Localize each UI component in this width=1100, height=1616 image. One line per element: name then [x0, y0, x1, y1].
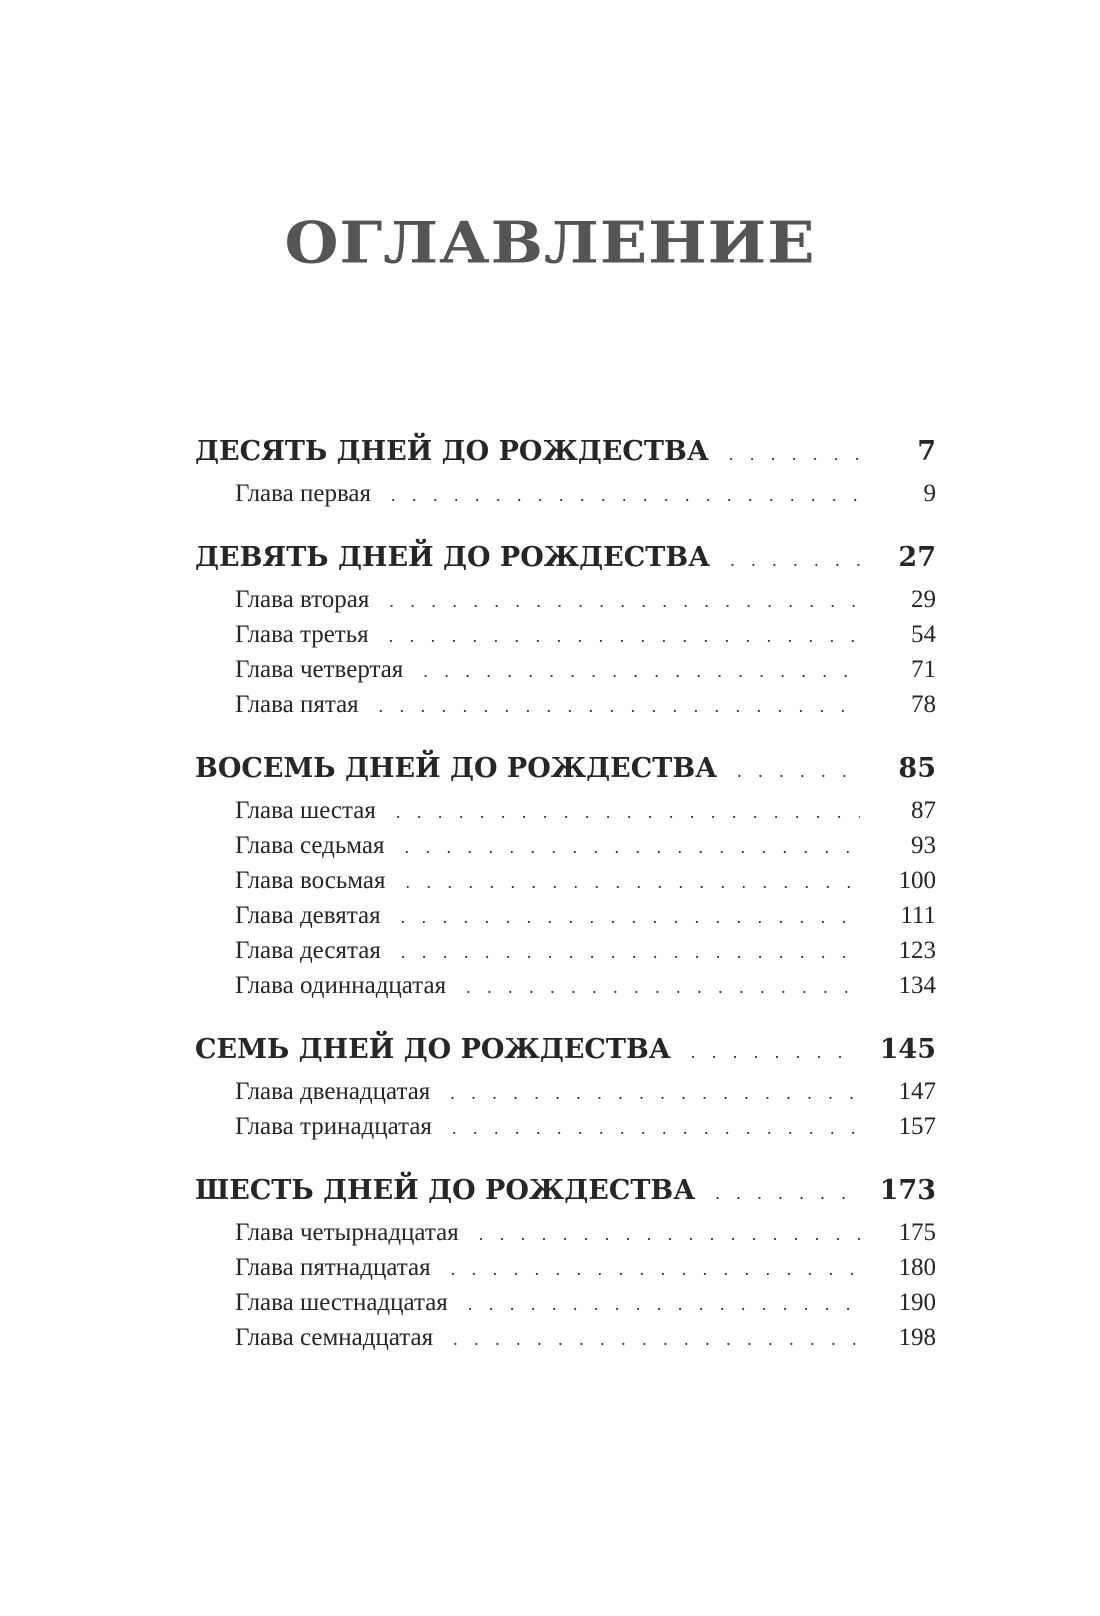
chapter-entry[interactable] — [195, 972, 936, 1007]
chapter-page-number: 100 — [898, 867, 936, 894]
dot-leader — [389, 591, 860, 612]
dot-leader — [468, 1294, 860, 1315]
chapter-entry[interactable] — [195, 1219, 936, 1254]
part-title: ВОСЕМЬ ДНЕЙ ДО РОЖДЕСТВА — [195, 753, 718, 784]
chapter-page-number: 29 — [911, 586, 936, 613]
chapter-entry[interactable] — [195, 867, 936, 902]
chapter-title: Глава шестая — [235, 797, 376, 824]
chapter-page-number: 198 — [898, 1324, 936, 1351]
chapter-title: Глава седьмая — [235, 832, 385, 859]
chapter-page-number: 175 — [898, 1219, 936, 1246]
toc-part — [195, 542, 936, 726]
chapter-title: Глава вторая — [235, 586, 370, 613]
part-heading[interactable] — [195, 436, 936, 480]
chapter-title: Глава пятнадцатая — [235, 1254, 431, 1281]
part-page-number: 27 — [898, 542, 936, 573]
dot-leader — [401, 907, 860, 928]
chapter-entry[interactable] — [195, 1254, 936, 1289]
chapter-title: Глава первая — [235, 480, 372, 507]
chapter-entry[interactable] — [195, 586, 936, 621]
chapter-page-number: 9 — [923, 480, 936, 507]
chapter-entry[interactable] — [195, 656, 936, 691]
part-page-number: 145 — [879, 1034, 936, 1065]
chapter-title: Глава двенадцатая — [235, 1078, 431, 1105]
part-heading[interactable] — [195, 542, 936, 586]
part-page-number: 7 — [917, 436, 936, 467]
dot-leader — [405, 872, 860, 893]
chapter-title: Глава шестнадцатая — [235, 1289, 448, 1316]
chapter-page-number: 54 — [911, 621, 936, 648]
part-title: ДЕВЯТЬ ДНЕЙ ДО РОЖДЕСТВА — [195, 542, 711, 573]
chapter-entry[interactable] — [195, 832, 936, 867]
chapter-entry[interactable] — [195, 1113, 936, 1148]
chapter-page-number: 180 — [898, 1254, 936, 1281]
chapter-title: Глава четырнадцатая — [235, 1219, 459, 1246]
dot-leader — [479, 1224, 860, 1245]
chapter-entry[interactable] — [195, 1324, 936, 1359]
dot-leader — [396, 802, 860, 823]
dot-leader — [391, 485, 860, 506]
part-title: ДЕСЯТЬ ДНЕЙ ДО РОЖДЕСТВА — [195, 436, 709, 467]
dot-leader — [423, 661, 860, 682]
part-title: ШЕСТЬ ДНЕЙ ДО РОЖДЕСТВА — [195, 1175, 696, 1206]
dot-leader — [466, 977, 860, 998]
dot-leader — [737, 761, 860, 782]
part-heading[interactable] — [195, 753, 936, 797]
chapter-entry[interactable] — [195, 902, 936, 937]
chapter-entry[interactable] — [195, 621, 936, 656]
chapter-title: Глава девятая — [235, 902, 381, 929]
chapter-page-number: 93 — [911, 832, 936, 859]
dot-leader — [451, 1259, 860, 1280]
chapter-title: Глава десятая — [235, 937, 381, 964]
chapter-title: Глава одиннадцатая — [235, 972, 447, 999]
chapter-entry[interactable] — [195, 797, 936, 832]
part-title: СЕМЬ ДНЕЙ ДО РОЖДЕСТВА — [195, 1034, 671, 1065]
dot-leader — [379, 696, 860, 717]
dot-leader — [405, 837, 861, 858]
chapter-title: Глава семнадцатая — [235, 1324, 434, 1351]
toc-part — [195, 1034, 936, 1148]
dot-leader — [452, 1118, 860, 1139]
chapter-title: Глава восьмая — [235, 867, 386, 894]
part-heading[interactable] — [195, 1034, 936, 1078]
chapter-page-number: 111 — [900, 902, 936, 929]
chapter-page-number: 123 — [898, 937, 936, 964]
chapter-entry[interactable] — [195, 480, 936, 515]
table-of-contents — [195, 436, 936, 1386]
dot-leader — [453, 1329, 860, 1350]
dot-leader — [401, 942, 860, 963]
toc-part — [195, 436, 936, 515]
chapter-title: Глава пятая — [235, 691, 359, 718]
chapter-page-number: 134 — [898, 972, 936, 999]
chapter-page-number: 190 — [898, 1289, 936, 1316]
part-page-number: 85 — [898, 753, 936, 784]
dot-leader — [729, 444, 860, 465]
toc-part — [195, 1175, 936, 1359]
chapter-page-number: 157 — [898, 1113, 936, 1140]
page-title: ОГЛАВЛЕНИЕ — [284, 208, 816, 277]
chapter-entry[interactable] — [195, 691, 936, 726]
dot-leader — [730, 550, 860, 571]
dot-leader — [691, 1042, 860, 1063]
chapter-title: Глава тринадцатая — [235, 1113, 432, 1140]
toc-part — [195, 753, 936, 1007]
dot-leader — [715, 1183, 860, 1204]
chapter-page-number: 71 — [911, 656, 936, 683]
dot-leader — [450, 1083, 860, 1104]
part-heading[interactable] — [195, 1175, 936, 1219]
chapter-entry[interactable] — [195, 1289, 936, 1324]
chapter-page-number: 78 — [911, 691, 936, 718]
chapter-page-number: 87 — [911, 797, 936, 824]
chapter-entry[interactable] — [195, 937, 936, 972]
dot-leader — [389, 626, 860, 647]
chapter-title: Глава четвертая — [235, 656, 404, 683]
chapter-page-number: 147 — [898, 1078, 936, 1105]
part-page-number: 173 — [879, 1175, 936, 1206]
chapter-title: Глава третья — [235, 621, 369, 648]
chapter-entry[interactable] — [195, 1078, 936, 1113]
